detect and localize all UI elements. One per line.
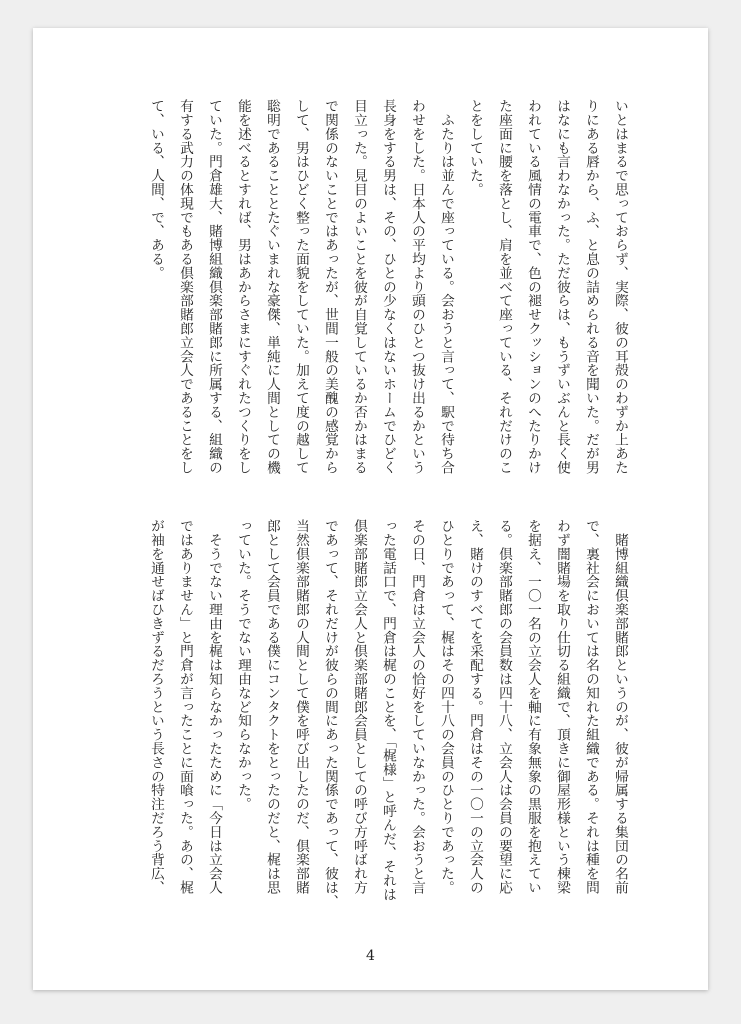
text-column: を据え、一〇一名の立会人を軸に有象無象の黒服を抱えてい xyxy=(525,519,541,895)
text-column: 倶楽部賭郎立会人と倶楽部賭郎会員としての呼び方呼ばれ方 xyxy=(351,519,367,895)
text-column: 有する武力の体現でもある倶楽部賭郎立会人であることをし xyxy=(177,99,193,475)
text-column: 賭博組織倶楽部賭郎というのが、彼が帰属する集団の名前 xyxy=(612,519,628,895)
text-column: とをしていた。 xyxy=(467,99,483,197)
text-column: て、いる、人間、で、ある。 xyxy=(148,99,164,280)
text-column: いとはまるで思っておらず、実際、彼の耳殻のわずか上あた xyxy=(612,99,628,475)
text-column: った電話口で、門倉は梶のことを、「梶様」と呼んだ、それは xyxy=(380,519,396,902)
text-column: われている風情の電車で、色の褪せクッションのへたりかけ xyxy=(525,99,541,475)
text-column: して、男はひどく整った面貌をしていた。加えて度の越して xyxy=(293,99,309,475)
text-column: た座面に腰を落とし、肩を並べて座っている、それだけのこ xyxy=(496,99,512,475)
text-column: が袖を通せばひきずるだろうという長さの特注だろう背広、 xyxy=(148,519,164,895)
text-column: 郎として会員である僕にコンタクトをとったのだと、梶は思 xyxy=(264,519,280,895)
text-column: はなにも言わなかった。ただ彼らは、もうずいぶんと長く使 xyxy=(554,99,570,475)
page-number: 4 xyxy=(366,948,375,964)
text-column: 長身をする男は、その、ひとの少なくはないホームでひどく xyxy=(380,99,396,475)
text-column: わず闇賭場を取り仕切る組織で、頂きに御屋形様という棟梁 xyxy=(554,519,570,895)
text-column: ふたりは並んで座っている。会おうと言って、駅で待ち合 xyxy=(438,99,454,475)
text-column: る。倶楽部賭郎の会員数は四十八、立会人は会員の要望に応 xyxy=(496,519,512,895)
text-column: 目立った。見目のよいことを彼が自覚しているか否かはまる xyxy=(351,99,367,475)
document-page xyxy=(33,28,708,990)
text-column: 当然倶楽部賭郎の人間として僕を呼び出したのだ、倶楽部賭 xyxy=(293,519,309,895)
text-column: え、賭けのすべてを采配する。門倉はその一〇一の立会人の xyxy=(467,519,483,895)
text-column: わせをした。日本人の平均より頭のひとつ抜け出るかという xyxy=(409,99,425,475)
text-column: 聡明であることとたぐいまれな豪傑、単純に人間としての機 xyxy=(264,99,280,475)
text-column: ていた。門倉雄大、賭博組織倶楽部賭郎に所属する、組織の xyxy=(206,99,222,475)
text-column: そうでない理由を梶は知らなかったために「今日は立会人 xyxy=(206,519,222,895)
text-column: その日、門倉は立会人の恰好をしていなかった。会おうと言 xyxy=(409,519,425,895)
text-column: ではありません」と門倉が言ったことに面喰った。あの、梶 xyxy=(177,519,193,895)
text-column: りにある唇から、ふ、と息の詰められる音を聞いた。だが男 xyxy=(583,99,599,475)
text-column: であって、それだけが彼らの間にあった関係であって、彼は、 xyxy=(322,519,338,909)
text-column: 能を述べるとすれば、男はあからさまにすぐれたつくりをし xyxy=(235,99,251,475)
text-column: で、裏社会においては名の知れた組織である。それは種を問 xyxy=(583,519,599,895)
text-column: で関係のないことではあったが、世間一般の美醜の感覚から xyxy=(322,99,338,475)
text-column: っていた。そうでない理由など知らなかった。 xyxy=(235,519,251,811)
text-column: ひとりであって、梶はその四十八の会員のひとりであった。 xyxy=(438,519,454,895)
